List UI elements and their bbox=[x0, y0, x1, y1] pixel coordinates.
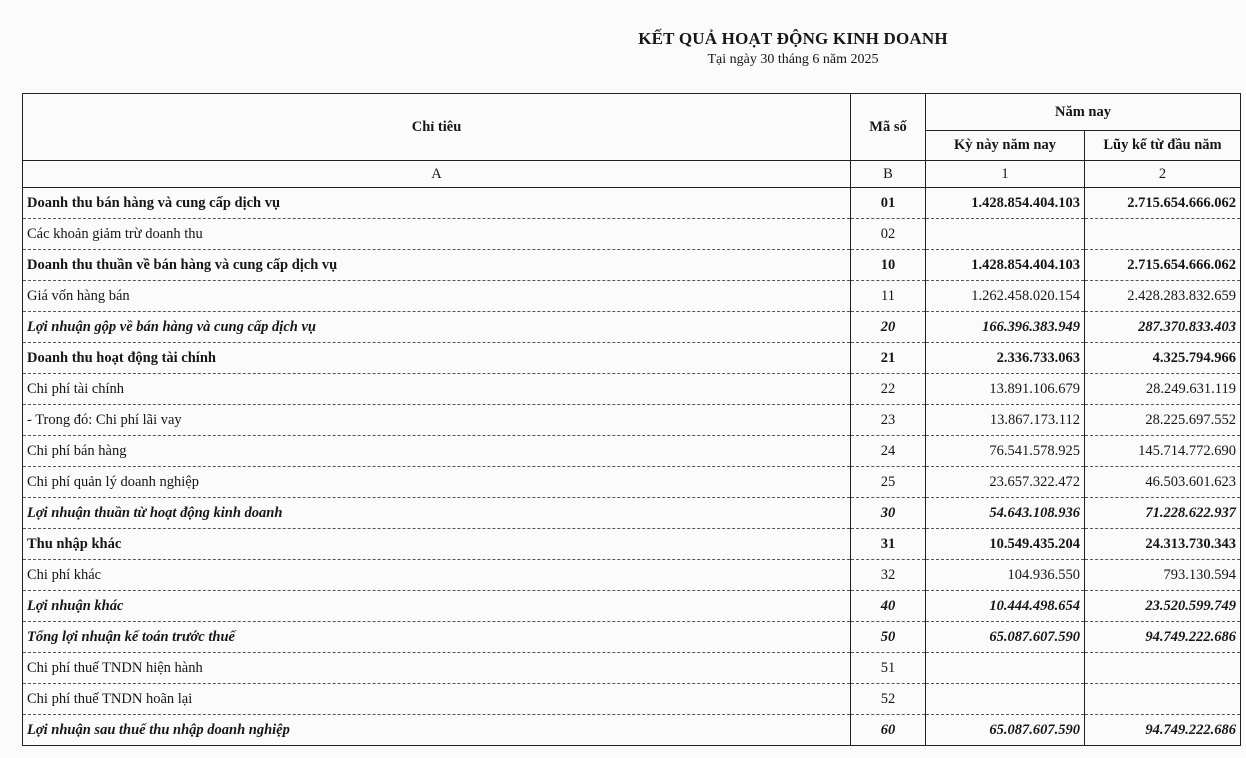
row-ky-nay: 1.428.854.404.103 bbox=[926, 250, 1085, 281]
row-ky-nay bbox=[926, 653, 1085, 684]
table-row bbox=[23, 250, 1241, 281]
row-label: Doanh thu hoạt động tài chính bbox=[23, 343, 851, 374]
row-ky-nay: 65.087.607.590 bbox=[926, 715, 1085, 746]
row-label: Chi phí khác bbox=[23, 560, 851, 591]
index-2: 2 bbox=[1085, 161, 1241, 188]
report-title: KẾT QUẢ HOẠT ĐỘNG KINH DOANH bbox=[638, 29, 948, 48]
row-label: Thu nhập khác bbox=[23, 529, 851, 560]
row-label: Lợi nhuận sau thuế thu nhập doanh nghiệp bbox=[23, 715, 851, 746]
row-code: 32 bbox=[851, 560, 926, 591]
row-label: Lợi nhuận thuần từ hoạt động kinh doanh bbox=[23, 498, 851, 529]
row-ky-nay bbox=[926, 219, 1085, 250]
row-luy-ke: 2.428.283.832.659 bbox=[1085, 281, 1241, 312]
row-label: Lợi nhuận gộp về bán hàng và cung cấp dịch vụ bbox=[23, 312, 851, 343]
table-row bbox=[23, 529, 1241, 560]
table-row bbox=[23, 436, 1241, 467]
row-code: 25 bbox=[851, 467, 926, 498]
row-code: 40 bbox=[851, 591, 926, 622]
table-row bbox=[23, 684, 1241, 715]
report-date: Tại ngày 30 tháng 6 năm 2025 bbox=[707, 52, 879, 67]
row-ky-nay: 13.891.106.679 bbox=[926, 374, 1085, 405]
table-row bbox=[23, 653, 1241, 684]
row-ky-nay: 1.262.458.020.154 bbox=[926, 281, 1085, 312]
table-row bbox=[23, 498, 1241, 529]
row-ky-nay: 76.541.578.925 bbox=[926, 436, 1085, 467]
row-ky-nay bbox=[926, 684, 1085, 715]
table-header bbox=[23, 94, 1241, 188]
row-label: Chi phí tài chính bbox=[23, 374, 851, 405]
row-luy-ke: 145.714.772.690 bbox=[1085, 436, 1241, 467]
row-code: 02 bbox=[851, 219, 926, 250]
row-code: 51 bbox=[851, 653, 926, 684]
row-label: Giá vốn hàng bán bbox=[23, 281, 851, 312]
row-luy-ke: 4.325.794.966 bbox=[1085, 343, 1241, 374]
row-code: 31 bbox=[851, 529, 926, 560]
row-luy-ke bbox=[1085, 219, 1241, 250]
row-ky-nay: 10.549.435.204 bbox=[926, 529, 1085, 560]
row-code: 23 bbox=[851, 405, 926, 436]
header-nam-nay: Năm nay bbox=[926, 94, 1241, 131]
row-ky-nay: 13.867.173.112 bbox=[926, 405, 1085, 436]
row-label: Các khoản giảm trừ doanh thu bbox=[23, 219, 851, 250]
row-ky-nay: 1.428.854.404.103 bbox=[926, 188, 1085, 219]
row-luy-ke: 28.249.631.119 bbox=[1085, 374, 1241, 405]
row-code: 60 bbox=[851, 715, 926, 746]
row-label: Chi phí thuế TNDN hiện hành bbox=[23, 653, 851, 684]
table-row bbox=[23, 281, 1241, 312]
row-ky-nay: 65.087.607.590 bbox=[926, 622, 1085, 653]
row-ky-nay: 23.657.322.472 bbox=[926, 467, 1085, 498]
row-label: Doanh thu bán hàng và cung cấp dịch vụ bbox=[23, 188, 851, 219]
row-ky-nay: 104.936.550 bbox=[926, 560, 1085, 591]
row-ky-nay: 2.336.733.063 bbox=[926, 343, 1085, 374]
index-1: 1 bbox=[926, 161, 1085, 188]
row-luy-ke: 46.503.601.623 bbox=[1085, 467, 1241, 498]
table-row bbox=[23, 591, 1241, 622]
row-code: 24 bbox=[851, 436, 926, 467]
header-ma-so: Mã số bbox=[851, 94, 926, 161]
table-body bbox=[23, 188, 1241, 746]
row-ky-nay: 166.396.383.949 bbox=[926, 312, 1085, 343]
table-row bbox=[23, 560, 1241, 591]
row-luy-ke: 2.715.654.666.062 bbox=[1085, 188, 1241, 219]
table-row bbox=[23, 374, 1241, 405]
row-code: 01 bbox=[851, 188, 926, 219]
table-row bbox=[23, 467, 1241, 498]
header-luy-ke: Lũy kế từ đầu năm bbox=[1085, 131, 1241, 161]
row-code: 50 bbox=[851, 622, 926, 653]
index-b: B bbox=[851, 161, 926, 188]
table-row bbox=[23, 405, 1241, 436]
row-label: Chi phí bán hàng bbox=[23, 436, 851, 467]
row-label: Tổng lợi nhuận kế toán trước thuế bbox=[23, 622, 851, 653]
row-luy-ke: 24.313.730.343 bbox=[1085, 529, 1241, 560]
row-label: Lợi nhuận khác bbox=[23, 591, 851, 622]
header-chi-tieu: Chỉ tiêu bbox=[23, 94, 851, 161]
row-label: Doanh thu thuần về bán hàng và cung cấp dịch vụ bbox=[23, 250, 851, 281]
row-label: Chi phí quản lý doanh nghiệp bbox=[23, 467, 851, 498]
row-luy-ke bbox=[1085, 684, 1241, 715]
row-luy-ke: 287.370.833.403 bbox=[1085, 312, 1241, 343]
row-luy-ke: 94.749.222.686 bbox=[1085, 715, 1241, 746]
row-code: 11 bbox=[851, 281, 926, 312]
row-luy-ke: 71.228.622.937 bbox=[1085, 498, 1241, 529]
table-row bbox=[23, 343, 1241, 374]
row-luy-ke: 23.520.599.749 bbox=[1085, 591, 1241, 622]
row-ky-nay: 54.643.108.936 bbox=[926, 498, 1085, 529]
header-ky-nay: Kỳ này năm nay bbox=[926, 131, 1085, 161]
row-ky-nay: 10.444.498.654 bbox=[926, 591, 1085, 622]
table-row bbox=[23, 715, 1241, 746]
row-luy-ke: 94.749.222.686 bbox=[1085, 622, 1241, 653]
row-code: 20 bbox=[851, 312, 926, 343]
row-code: 21 bbox=[851, 343, 926, 374]
income-statement-table bbox=[22, 93, 1241, 746]
row-luy-ke: 28.225.697.552 bbox=[1085, 405, 1241, 436]
row-luy-ke bbox=[1085, 653, 1241, 684]
table-row bbox=[23, 312, 1241, 343]
row-code: 10 bbox=[851, 250, 926, 281]
table-row bbox=[23, 188, 1241, 219]
row-label: Chi phí thuế TNDN hoãn lại bbox=[23, 684, 851, 715]
table-row bbox=[23, 622, 1241, 653]
index-a: A bbox=[23, 161, 851, 188]
row-luy-ke: 793.130.594 bbox=[1085, 560, 1241, 591]
row-luy-ke: 2.715.654.666.062 bbox=[1085, 250, 1241, 281]
table-row bbox=[23, 219, 1241, 250]
row-label: - Trong đó: Chi phí lãi vay bbox=[23, 405, 851, 436]
row-code: 30 bbox=[851, 498, 926, 529]
row-code: 52 bbox=[851, 684, 926, 715]
row-code: 22 bbox=[851, 374, 926, 405]
